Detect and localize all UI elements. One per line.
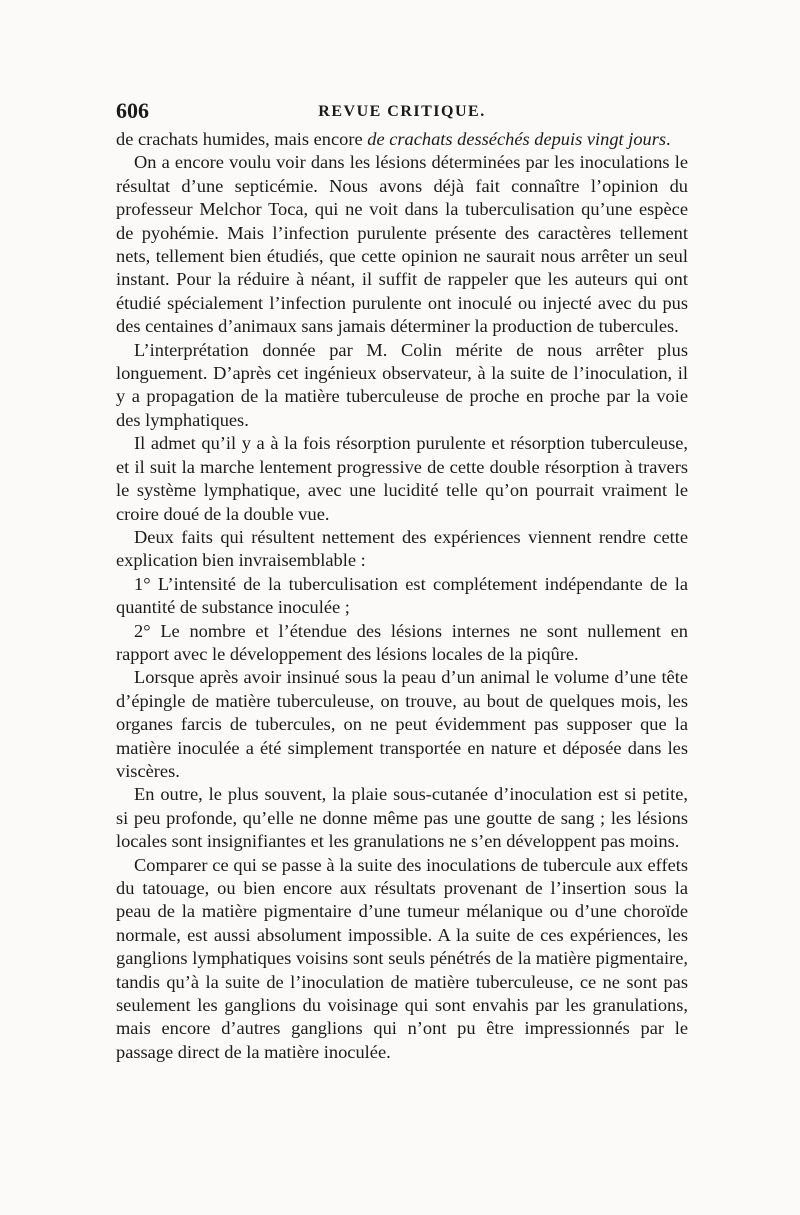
page-number: 606 [116,98,149,123]
paragraph-text-end: . [666,129,671,149]
paragraph-point-1: 1° L’intensité de la tuberculisation est complétement indépendante de la quantité de substance inoculée ; [116,573,688,618]
paragraph-text: de crachats humides, mais encore [116,129,368,149]
paragraph-continuation [116,128,688,151]
paragraph-septicemie: On a encore voulu voir dans les lésions déterminées par les inoculations le résultat d’une septicémie. Nous avons déjà fait connaître l’opinion du professeur Melchor Toca, qui ne voit dans la tuberculisation qu’une espèce de pyohémie. Mais l’infection purulente présente des caractères tellement nets, tellement bien étudiés, que cette opinion ne saurait nous arrêter un seul instant. Pour la réduire à néant, il suffit de rappeler que les auteurs qui ont étudié spécialement l’infection purulente ont inoculé ou injecté avec du pus des centaines d’animaux sans jamais déterminer la production de tubercules. [116,152,688,337]
paragraph-colin: L’interprétation donnée par M. Colin mérite de nous arrêter plus longuement. D’après cet ingénieux observateur, à la suite de l’inoculation, il y a propagation de la matière tuberculeuse de proche en proche par la voie des lymphatiques. [116,339,688,430]
paragraph-resorption: Il admet qu’il y a à la fois résorption purulente et résorption tuberculeuse, et il suit la marche lentement progressive de cette double résorption à travers le système lymphatique, avec une lucidité telle qu’on pourrait vraiment le croire doué de la double vue. [116,433,688,524]
paragraph-tete-epingle: Lorsque après avoir insinué sous la peau d’un animal le volume d’une tête d’épingle de matière tuberculeuse, on trouve, au bout de quelques mois, les organes farcis de tubercules, on ne peut évidemment pas supposer que la matière inoculée a été simplement transportée en nature et déposée dans les viscères. [116,667,688,781]
page-header [116,98,688,124]
paragraph-deux-faits: Deux faits qui résultent nettement des expériences viennent rendre cette explication bien invraisemblable : [116,526,688,571]
paragraph-point-2: 2° Le nombre et l’étendue des lésions internes ne sont nullement en rapport avec le développement des lésions locales de la piqûre. [116,620,688,664]
paragraph-plaie: En outre, le plus souvent, la plaie sous-cutanée d’inoculation est si petite, si peu profonde, qu’elle ne donne même pas une goutte de sang ; les lésions locales sont insignifiantes et les granulations ne s’en développent pas moins. [116,784,688,852]
body-text [116,128,688,1064]
paragraph-tatouage: Comparer ce qui se passe à la suite des inoculations de tubercule aux effets du tatouage, ou bien encore aux résultats provenant de l’insertion sous la peau de la matière pigmentaire d’une tumeur mélanique ou d’une choroïde normale, est aussi absolument impossible. A la suite de ces expériences, les ganglions lymphatiques voisins sont seuls pénétrés de la matière pigmentaire, tandis qu’à la suite de l’inoculation de matière tuberculeuse, ce ne sont pas seulement les ganglions du voisinage qui sont envahis par les granulations, mais encore d’autres ganglions qui n’ont pu être impressionnés par le passage direct de la matière inoculée. [116,854,688,1062]
italic-emphasis: de crachats desséchés depuis vingt jours [367,129,667,149]
running-title: REVUE CRITIQUE. [318,103,486,120]
